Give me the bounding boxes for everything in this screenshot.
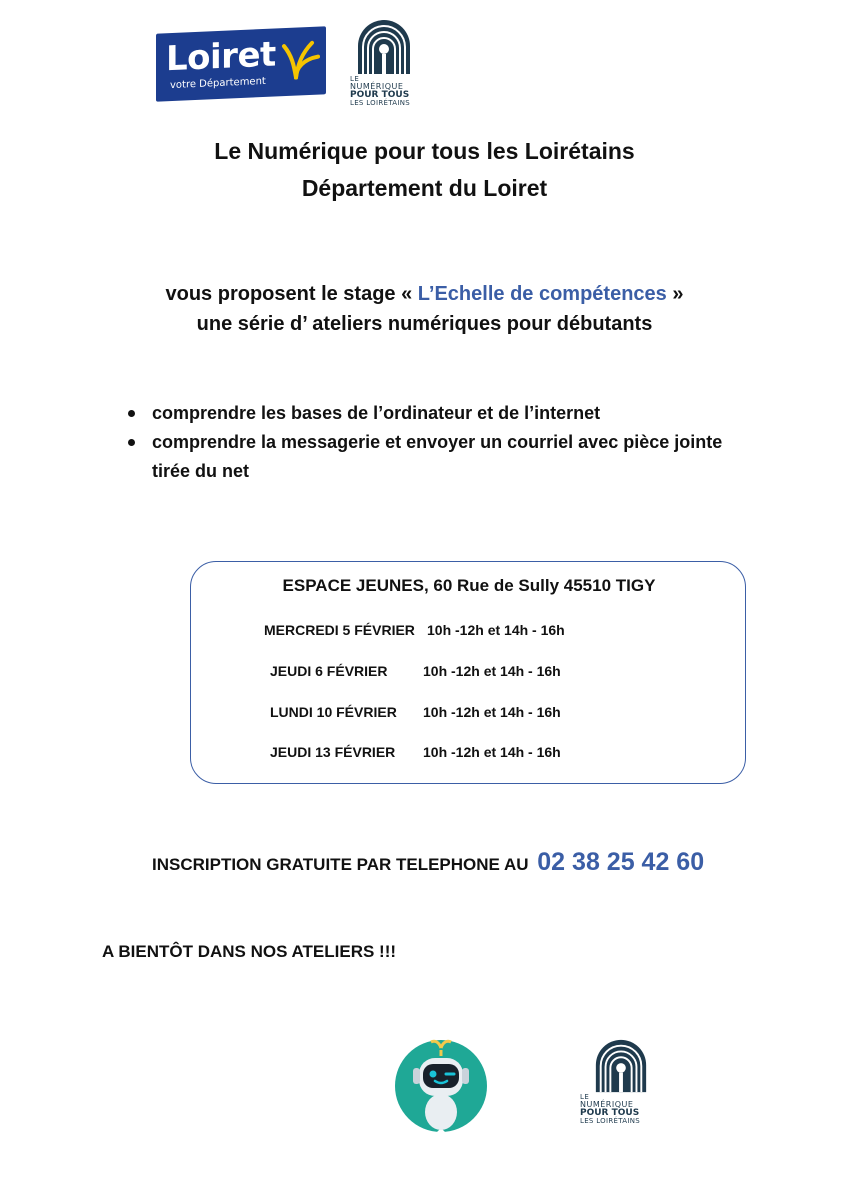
session-hours-4: 10h -12h et 14h - 16h bbox=[423, 744, 561, 760]
session-hours-1: 10h -12h et 14h - 16h bbox=[427, 622, 565, 638]
session-hours-2: 10h -12h et 14h - 16h bbox=[423, 663, 561, 679]
nptl-top-line1: LE bbox=[350, 75, 360, 83]
bullet-text-1: comprendre les bases de l’ordinateur et de l’internet bbox=[152, 403, 601, 423]
title-line-2: Département du Loiret bbox=[301, 175, 548, 201]
session-day-3: LUNDI 10 FÉVRIER bbox=[270, 704, 397, 720]
session-hours-3: 10h -12h et 14h - 16h bbox=[423, 704, 561, 720]
intro-line-2: une série d’ ateliers numériques pour débutants bbox=[196, 313, 653, 335]
registration-label: INSCRIPTION GRATUITE PAR TELEPHONE AU bbox=[152, 855, 529, 874]
session-day-2: JEUDI 6 FÉVRIER bbox=[270, 663, 388, 679]
phone-number: 02 38 25 42 60 bbox=[537, 848, 705, 876]
title-line-1: Le Numérique pour tous les Loirétains bbox=[214, 138, 635, 164]
nptl-top-line3: POUR TOUS bbox=[350, 90, 410, 100]
nptl-bottom-line1: LE bbox=[580, 1093, 590, 1101]
loiret-logo-tagline: votre Département bbox=[170, 75, 266, 92]
bullet-text-2: comprendre la messagerie et envoyer un courriel avec pièce jointe tirée du net bbox=[152, 432, 723, 481]
venue-box bbox=[190, 561, 746, 784]
nptl-logo-top bbox=[350, 16, 424, 107]
session-day-1: MERCREDI 5 FÉVRIER bbox=[264, 622, 415, 638]
intro-before: vous proposent le stage « bbox=[165, 283, 418, 305]
nptl-emblem-icon bbox=[581, 1036, 661, 1094]
registration-line bbox=[152, 848, 704, 877]
robot-mascot bbox=[393, 1036, 489, 1140]
bullet-dot-icon bbox=[128, 439, 135, 446]
loiret-logo bbox=[156, 26, 326, 101]
nptl-bottom-line2: NUMÉRIQUE bbox=[580, 1100, 634, 1109]
intro-line-1 bbox=[0, 283, 849, 306]
nptl-top-line2: NUMÉRIQUE bbox=[350, 82, 404, 91]
nptl-logo-bottom bbox=[580, 1036, 664, 1125]
nptl-bottom-line3: POUR TOUS bbox=[580, 1108, 640, 1118]
wheat-icon bbox=[274, 39, 320, 81]
nptl-top-line4: LES LOIRÉTAINS bbox=[350, 99, 410, 107]
stage-name: L’Echelle de compétences bbox=[417, 283, 667, 305]
nptl-emblem-icon bbox=[352, 16, 416, 76]
bullet-dot-icon bbox=[128, 410, 135, 417]
robot-mascot-icon bbox=[393, 1036, 489, 1140]
intro-after: » bbox=[666, 283, 684, 305]
loiret-logo-name: Loiret bbox=[166, 34, 276, 80]
nptl-bottom-line4: LES LOIRÉTAINS bbox=[580, 1117, 640, 1125]
session-day-4: JEUDI 13 FÉVRIER bbox=[270, 744, 396, 760]
closing-text: A BIENTÔT DANS NOS ATELIERS !!! bbox=[102, 942, 397, 961]
venue-address: ESPACE JEUNES, 60 Rue de Sully 45510 TIGY bbox=[282, 576, 656, 595]
